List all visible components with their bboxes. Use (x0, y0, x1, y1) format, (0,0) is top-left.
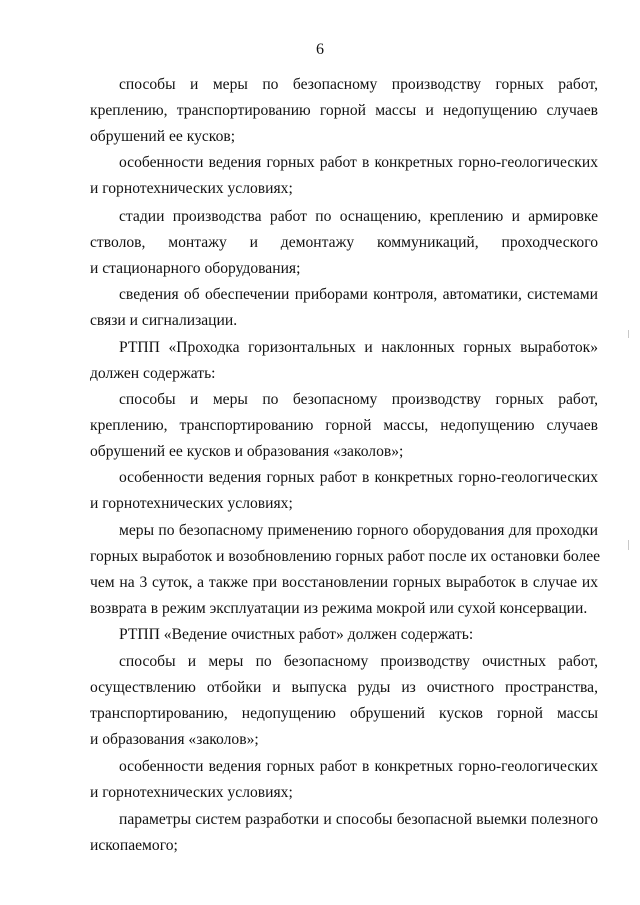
scan-mark (628, 330, 629, 338)
text-line: параметры систем разработки и способы безопасной выемки полезного (119, 811, 598, 828)
text-line: стволов, монтажу и демонтажу коммуникаций, проходческого (90, 234, 598, 251)
scan-mark (628, 540, 629, 550)
text-line: чем на 3 суток, а также при восстановлении горных выработок в случае их (90, 574, 598, 591)
text-line: связи и сигнализации. (90, 312, 238, 329)
text-line: особенности ведения горных работ в конкретных горно-геологических (119, 758, 598, 775)
text-line: транспортированию, недопущению обрушений кусков горной массы (90, 705, 598, 722)
section-heading-line: РТПП «Ведение очистных работ» должен содержать: (119, 626, 474, 643)
text-line: обрушений ее кусков; (90, 128, 236, 145)
text-line: креплению, транспортированию горной массы, недопущению случаев (90, 417, 598, 434)
text-line: ископаемого; (90, 837, 178, 854)
page-number: 6 (316, 41, 324, 58)
text-line: обрушений ее кусков и образования «заколов»; (90, 443, 404, 460)
text-line: особенности ведения горных работ в конкретных горно-геологических (119, 154, 598, 171)
text-line: возврата в режим эксплуатации из режима мокрой или сухой консервации. (90, 600, 588, 617)
text-line: стадии производства работ по оснащению, креплению и армировке (119, 208, 598, 225)
text-line: особенности ведения горных работ в конкретных горно-геологических (119, 469, 598, 486)
text-line: и горнотехнических условиях; (90, 495, 293, 512)
text-line: креплению, транспортированию горной массы и недопущению случаев (90, 102, 598, 119)
section-heading-line: должен содержать: (90, 365, 216, 382)
section-heading-line: РТПП «Проходка горизонтальных и наклонных горных выработок» (119, 339, 598, 356)
text-line: способы и меры по безопасному производству горных работ, (119, 391, 598, 408)
text-line: и горнотехнических условиях; (90, 180, 293, 197)
text-line: осуществлению отбойки и выпуска руды из очистного пространства, (90, 679, 598, 696)
text-line: и стационарного оборудования; (90, 260, 301, 277)
text-line: и горнотехнических условиях; (90, 784, 293, 801)
text-line: сведения об обеспечении приборами контроля, автоматики, системами (119, 286, 598, 303)
text-line: горных выработок и возобновлению горных работ после их остановки более (90, 548, 601, 565)
text-line: меры по безопасному применению горного оборудования для проходки (119, 522, 598, 539)
text-line: способы и меры по безопасному производству горных работ, (119, 76, 598, 93)
text-line: и образования «заколов»; (90, 731, 259, 748)
text-line: способы и меры по безопасному производству очистных работ, (119, 653, 598, 670)
